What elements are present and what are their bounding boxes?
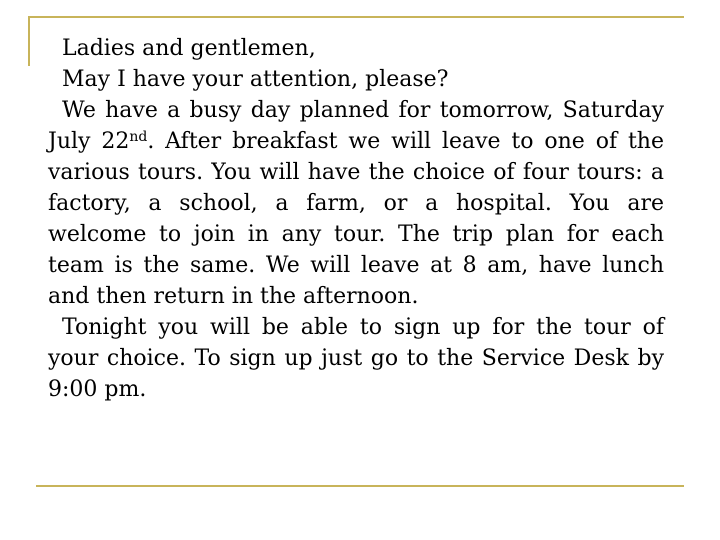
greeting-line: Ladies and gentlemen, xyxy=(62,36,316,61)
date-text: Saturday July 22 xyxy=(48,98,664,154)
announcement-text xyxy=(48,33,664,405)
paragraph-tour-plan xyxy=(48,95,664,312)
paragraph-tour-plan-first-line: We have a busy day planned for tomorrow, xyxy=(62,98,554,123)
tour-plan-details: . After breakfast we will leave to one of the various tours. You will have the choice of four tours: a factory, a school, a farm, or a hospital. You are welcome to join in any tour. The trip plan for each team is the same. We will leave at 8 am, have lunch and then return in the afternoon. xyxy=(48,129,664,309)
sign-up-text: Tonight you will be able to sign up for the tour of your choice. To sign up just go to the Service Desk by 9:00 pm. xyxy=(48,315,664,402)
date-ordinal-suffix: nd xyxy=(129,129,148,145)
top-border-line xyxy=(28,16,684,18)
left-border-line xyxy=(28,16,30,66)
paragraph-sign-up xyxy=(48,312,664,405)
attention-line: May I have your attention, please? xyxy=(62,67,449,92)
bottom-border-line xyxy=(36,485,684,487)
